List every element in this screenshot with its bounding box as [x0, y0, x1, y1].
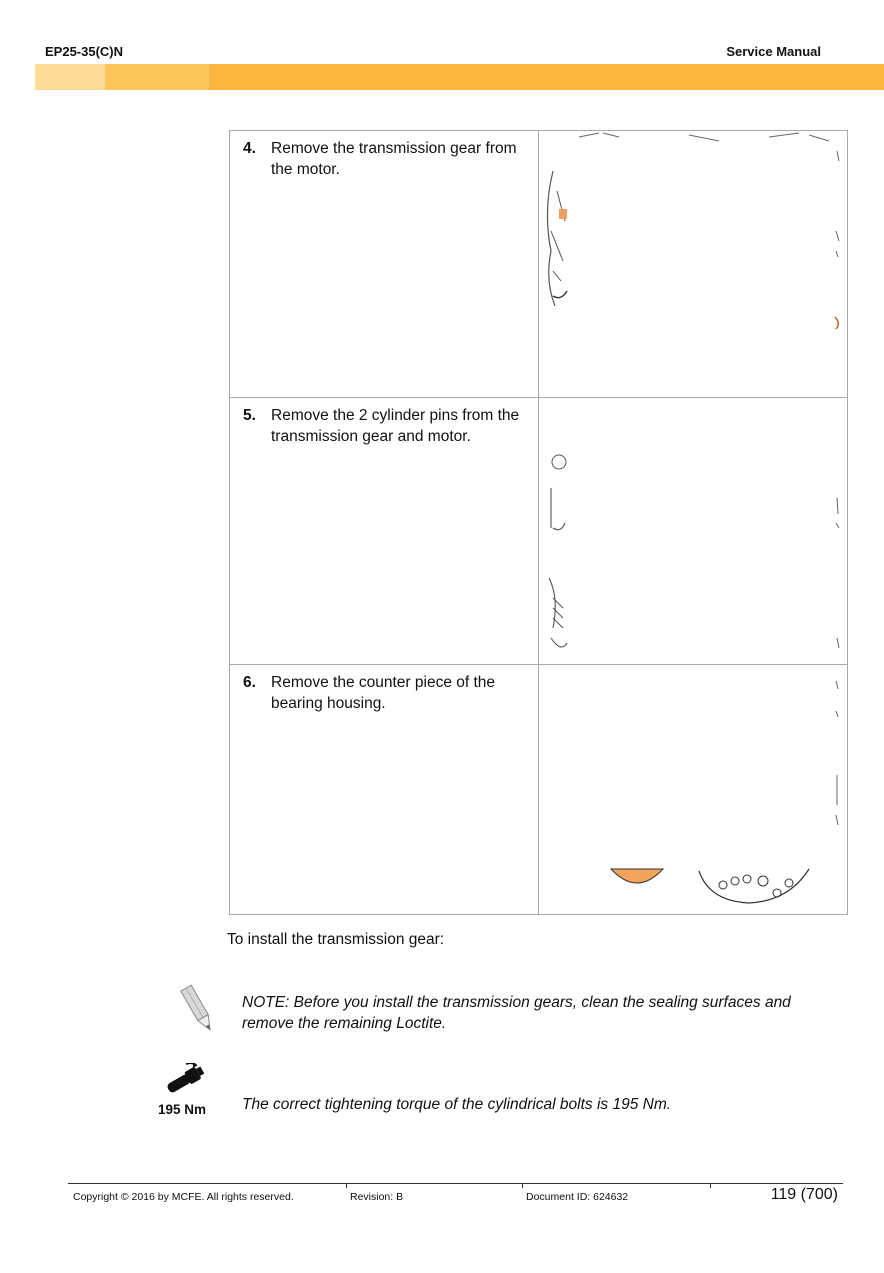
- page-number: 119 (700): [770, 1186, 838, 1203]
- footer-divider: [346, 1183, 347, 1188]
- copyright: Copyright © 2016 by MCFE. All rights reserved.: [73, 1191, 294, 1203]
- band-segment-dark: [209, 64, 884, 90]
- step-text-cell: [230, 131, 539, 397]
- step-row: [230, 398, 847, 665]
- footer-divider: [522, 1183, 523, 1188]
- document-id: Document ID: 624632: [526, 1191, 629, 1203]
- install-heading: To install the transmission gear:: [227, 931, 445, 948]
- step-illustration: [539, 131, 847, 397]
- step-number: 6.: [243, 674, 256, 691]
- step-illustration: [539, 398, 847, 664]
- band-segment-light: [35, 64, 105, 90]
- step-row: [230, 665, 847, 914]
- step-illustration: [539, 665, 847, 914]
- step-text-cell: [230, 398, 539, 664]
- footer-rule: [68, 1183, 843, 1184]
- torque-text: The correct tightening torque of the cylindrical bolts is 195 Nm.: [242, 1096, 672, 1113]
- step-number: 5.: [243, 407, 256, 424]
- manual-title: Service Manual: [726, 44, 821, 59]
- cylinder-pins-drawing: [539, 398, 847, 664]
- step-instruction: Remove the 2 cylinder pins from the transmission gear and motor.: [271, 407, 520, 445]
- torque-wrench-icon: [164, 1063, 206, 1102]
- torque-value-label: 195 Nm: [158, 1102, 207, 1117]
- gear-motor-drawing: [539, 131, 847, 397]
- step-instruction: Remove the transmission gear from the motor.: [271, 140, 517, 178]
- pencil-icon: [178, 983, 218, 1040]
- band-segment-mid: [105, 64, 209, 90]
- step-row: [230, 131, 847, 398]
- footer-divider: [710, 1183, 711, 1188]
- procedure-table: [229, 130, 848, 915]
- step-number: 4.: [243, 140, 256, 157]
- revision: Revision: B: [350, 1191, 404, 1203]
- model-name: EP25-35(C)N: [45, 44, 124, 59]
- header-color-band: [35, 64, 884, 90]
- step-instruction: Remove the counter piece of the bearing housing.: [271, 674, 496, 712]
- bearing-housing-drawing: [539, 665, 847, 914]
- step-text-cell: [230, 665, 539, 914]
- note-text: NOTE: Before you install the transmission gears, clean the sealing surfaces and remove the remaining Loctite.: [242, 994, 791, 1032]
